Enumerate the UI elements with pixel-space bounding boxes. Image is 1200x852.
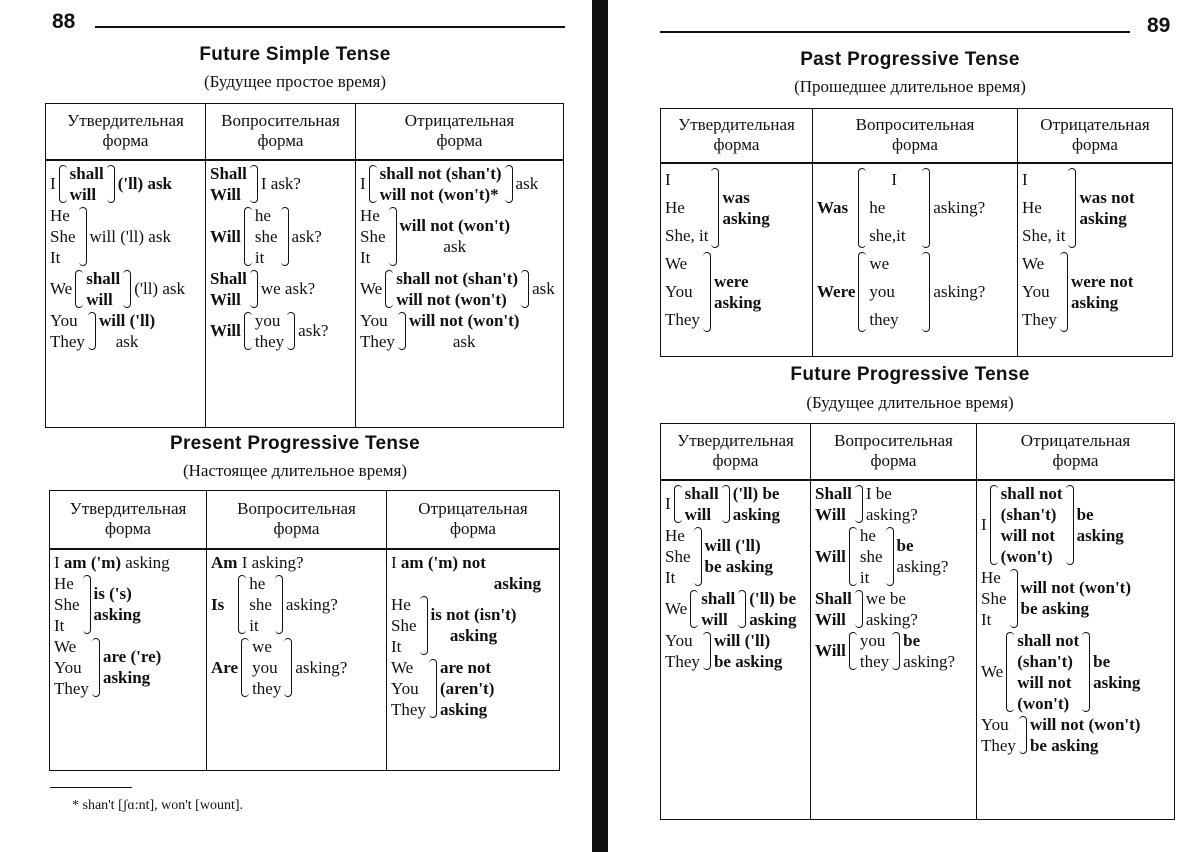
header-rule xyxy=(660,31,1130,33)
header-rule xyxy=(95,26,565,28)
brace-icon xyxy=(703,632,711,670)
header-negative: Отрицательная форма xyxy=(977,424,1175,480)
list-item: Shall Will we ask? xyxy=(210,268,316,309)
brace-icon xyxy=(281,207,289,266)
brace-icon xyxy=(690,590,698,628)
list-item: Shall Will I be asking? xyxy=(815,483,918,524)
section-title: Past Progressive Tense xyxy=(800,49,1020,70)
header-affirmative: Утвердительная форма xyxy=(661,109,813,163)
section-subtitle: (Будущее длительное время) xyxy=(806,393,1014,412)
brace-icon xyxy=(855,590,863,628)
list-item: I He She, it was asking xyxy=(665,166,808,250)
list-item: He She It is ('s) asking xyxy=(54,573,141,635)
brace-icon xyxy=(1019,716,1027,754)
present-progressive-table xyxy=(49,490,560,771)
brace-icon xyxy=(398,312,406,350)
brace-icon xyxy=(275,575,283,634)
brace-icon xyxy=(1066,485,1074,565)
interrogative-column xyxy=(811,480,977,820)
brace-icon xyxy=(849,632,857,670)
table-body-row xyxy=(46,160,564,428)
section-title: Present Progressive Tense xyxy=(169,433,421,454)
header-affirmative: Утвердительная форма xyxy=(50,491,207,549)
brace-icon xyxy=(886,527,894,586)
section-subtitle: (Будущее простое время) xyxy=(203,72,387,91)
list-item: Will he she it be asking? xyxy=(815,525,949,587)
list-item: He She It will ('ll) be asking xyxy=(665,525,773,587)
brace-icon xyxy=(505,165,513,203)
brace-icon xyxy=(1060,252,1068,332)
list-item: Is he she it asking? xyxy=(211,573,338,635)
brace-icon xyxy=(722,485,730,523)
brace-icon xyxy=(75,270,83,308)
list-item: We shall will ('ll) be asking xyxy=(665,588,797,629)
brace-icon xyxy=(1010,569,1018,628)
header-negative: Отрицательная форма xyxy=(1018,109,1173,163)
table-body-row xyxy=(50,549,560,771)
list-item: We shall not (shan't) will not (won't) ask xyxy=(360,268,555,309)
footnote: * shan't [ʃɑ:nt], won't [wount]. xyxy=(72,798,244,813)
list-item: Shall Will I ask? xyxy=(210,163,301,204)
brace-icon xyxy=(83,575,91,634)
list-item: Will you they ask? xyxy=(210,310,329,351)
header-affirmative: Утвердительная форма xyxy=(46,104,206,160)
brace-icon xyxy=(385,270,393,308)
right-page xyxy=(610,0,1200,852)
list-item: We You They were not asking xyxy=(1022,250,1168,334)
list-item: He She It will ('ll) ask xyxy=(50,205,171,267)
list-item: He She It will not (won't) be asking xyxy=(981,567,1131,629)
list-item: You They will not (won't) ask xyxy=(360,310,520,351)
list-item: He She It will not (won't) ask xyxy=(360,205,510,267)
brace-icon xyxy=(858,252,866,332)
brace-icon xyxy=(420,596,428,655)
list-item: He She It is not (isn't) asking xyxy=(391,594,517,656)
brace-icon xyxy=(241,638,249,697)
header-interrogative: Вопросительная форма xyxy=(811,424,977,480)
header-negative: Отрицательная форма xyxy=(387,491,560,549)
list-item: I He She, it was not asking xyxy=(1022,166,1168,250)
brace-icon xyxy=(694,527,702,586)
brace-icon xyxy=(123,270,131,308)
brace-icon xyxy=(674,485,682,523)
left-page xyxy=(0,0,590,852)
negative-column xyxy=(1018,163,1173,357)
brace-icon xyxy=(1006,632,1014,712)
footnote-rule xyxy=(50,787,132,788)
affirmative-column xyxy=(661,163,813,357)
brace-icon xyxy=(287,312,295,350)
list-item: Are we you they asking? xyxy=(211,636,348,698)
header-affirmative: Утвердительная форма xyxy=(661,424,811,480)
list-item: Will he she it ask? xyxy=(210,205,322,267)
brace-icon xyxy=(244,207,252,266)
brace-icon xyxy=(855,485,863,523)
brace-icon xyxy=(59,165,67,203)
list-item: You They will ('ll) ask xyxy=(50,310,156,351)
brace-icon xyxy=(990,485,998,565)
future-progressive-table xyxy=(660,423,1175,820)
brace-icon xyxy=(1082,632,1090,712)
header-interrogative: Вопросительная форма xyxy=(813,109,1018,163)
brace-icon xyxy=(1068,168,1076,248)
negative-column xyxy=(387,549,560,771)
brace-icon xyxy=(703,252,711,332)
section-title: Future Progressive Tense xyxy=(790,364,1030,385)
brace-icon xyxy=(738,590,746,628)
affirmative-column xyxy=(661,480,811,820)
interrogative-column xyxy=(206,160,356,428)
book-spine xyxy=(592,0,608,852)
brace-icon xyxy=(88,312,96,350)
list-item: You They will not (won't) be asking xyxy=(981,714,1141,755)
negative-column xyxy=(356,160,564,428)
interrogative-column xyxy=(207,549,387,771)
section-subtitle: (Настоящее длительное время) xyxy=(182,461,407,480)
brace-icon xyxy=(849,527,857,586)
affirmative-column xyxy=(46,160,206,428)
brace-icon xyxy=(521,270,529,308)
list-item: I shall will ('ll) ask xyxy=(50,163,173,204)
header-interrogative: Вопросительная форма xyxy=(206,104,356,160)
list-item: We You They are not (aren't) asking xyxy=(391,657,495,719)
list-item: I am ('m) asking xyxy=(54,552,170,572)
table-header-row xyxy=(661,424,1175,480)
table-body-row xyxy=(661,480,1175,820)
brace-icon xyxy=(858,168,866,248)
brace-icon xyxy=(250,270,258,308)
brace-icon xyxy=(711,168,719,248)
list-item: We You They were asking xyxy=(665,250,808,334)
list-item: I shall not (shan't) will not (won't) be asking xyxy=(981,483,1124,566)
negative-column xyxy=(977,480,1175,820)
table-body-row xyxy=(661,163,1173,357)
past-progressive-table xyxy=(660,108,1173,357)
interrogative-column xyxy=(813,163,1018,357)
future-simple-table xyxy=(45,103,564,428)
page-number: 89 xyxy=(1147,14,1171,37)
brace-icon xyxy=(244,312,252,350)
brace-icon xyxy=(429,659,437,718)
brace-icon xyxy=(922,252,930,332)
brace-icon xyxy=(238,575,246,634)
list-item: We You They are ('re) asking xyxy=(54,636,162,698)
section-subtitle: (Прошедшее длительное время) xyxy=(794,77,1026,96)
list-item: Am I asking? xyxy=(211,552,304,572)
brace-icon xyxy=(250,165,258,203)
list-item: Was I he she,it asking? xyxy=(817,166,1013,250)
brace-icon xyxy=(369,165,377,203)
brace-icon xyxy=(92,638,100,697)
table-header-row xyxy=(661,109,1173,163)
table-header-row xyxy=(46,104,564,160)
list-item: Shall Will we be asking? xyxy=(815,588,918,629)
section-title: Future Simple Tense xyxy=(199,44,391,65)
brace-icon xyxy=(389,207,397,266)
list-item: We shall will ('ll) ask xyxy=(50,268,186,309)
list-item: I am ('m) not asking xyxy=(391,552,541,593)
header-interrogative: Вопросительная форма xyxy=(207,491,387,549)
list-item: Will you they be asking? xyxy=(815,630,956,671)
list-item: You They will ('ll) be asking xyxy=(665,630,783,671)
page-number: 88 xyxy=(52,10,76,33)
affirmative-column xyxy=(50,549,207,771)
list-item: I shall not (shan't) will not (won't)* ask xyxy=(360,163,539,204)
list-item: We shall not (shan't) will not (won't) be asking xyxy=(981,630,1141,713)
brace-icon xyxy=(284,638,292,697)
brace-icon xyxy=(892,632,900,670)
list-item: I shall will ('ll) be asking xyxy=(665,483,780,524)
table-header-row xyxy=(50,491,560,549)
brace-icon xyxy=(922,168,930,248)
brace-icon xyxy=(107,165,115,203)
header-negative: Отрицательная форма xyxy=(356,104,564,160)
list-item: Were we you they asking? xyxy=(817,250,1013,334)
brace-icon xyxy=(79,207,87,266)
